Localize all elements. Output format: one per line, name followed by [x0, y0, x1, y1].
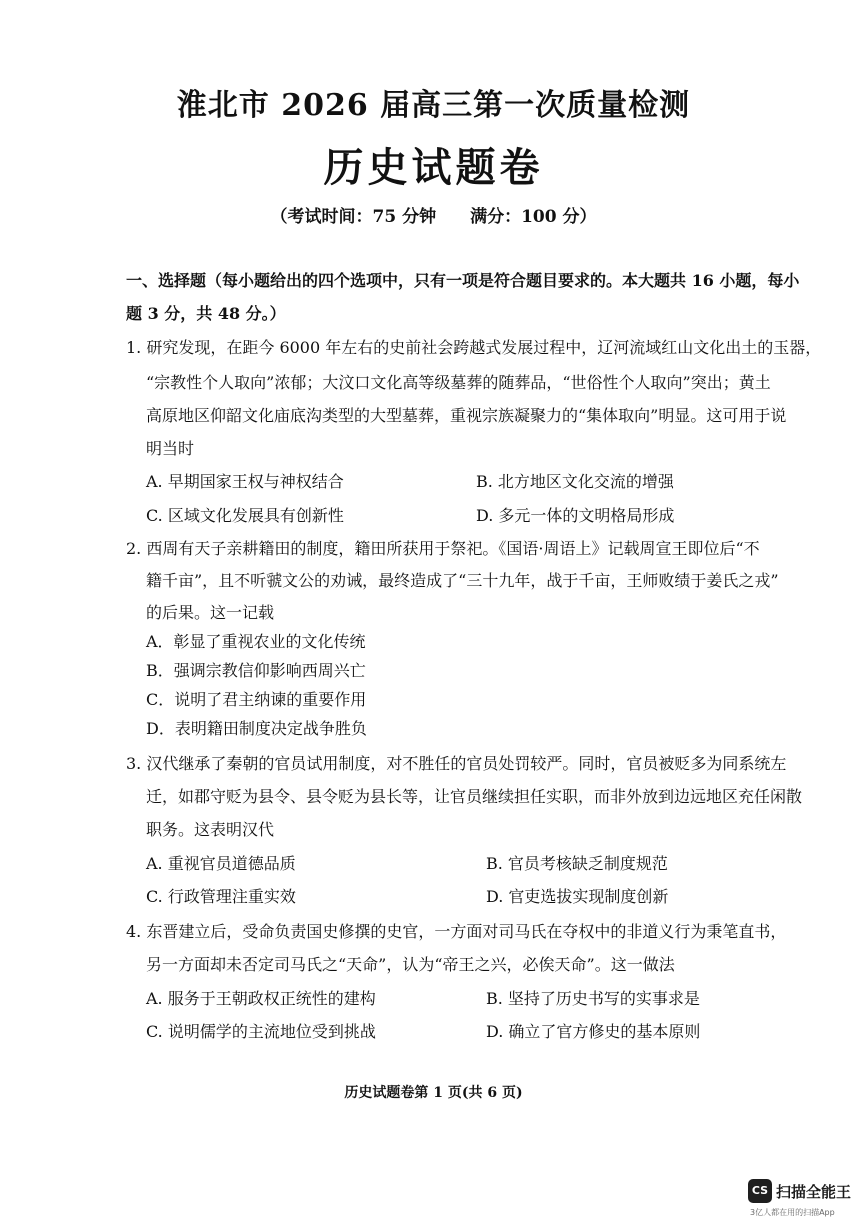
q2-option-c: C．说明了君主纳谏的重要作用 [146, 690, 367, 709]
q2-stem-line-1: 2. 西周有天子亲耕籍田的制度，籍田所获用于祭祀。《国语·周语上》记载周宣王即位后“不 [126, 539, 760, 558]
camscanner-logo-icon: CS [748, 1179, 772, 1203]
q1-option-d: D. 多元一体的文明格局形成 [476, 506, 675, 525]
q3-option-a: A. 重视官员道德品质 [146, 854, 296, 873]
section-instruction-line-1: 一、选择题（每小题给出的四个选项中，只有一项是符合题目要求的。本大题共 16 小题，每小 [126, 271, 800, 290]
q4-option-c: C. 说明儒学的主流地位受到挑战 [146, 1022, 376, 1041]
q3-option-c: C. 行政管理注重实效 [146, 887, 296, 906]
q3-option-b: B. 官员考核缺乏制度规范 [486, 854, 668, 873]
q1-stem-line-3: 高原地区仰韶文化庙底沟类型的大型墓葬，重视宗族凝聚力的“集体取向”明显。这可用于说 [146, 406, 787, 425]
exam-info: （考试时间：75 分钟 满分：100 分） [270, 207, 597, 227]
q2-option-d: D．表明籍田制度决定战争胜负 [146, 719, 367, 738]
q4-stem-line-2: 另一方面却未否定司马氏之“天命”，认为“帝王之兴，必俟天命”。这一做法 [146, 955, 675, 974]
section-instruction-line-2: 题 3 分，共 48 分。） [126, 304, 286, 323]
q4-option-b: B. 坚持了历史书写的实事求是 [486, 989, 700, 1008]
q1-stem-line-2: “宗教性个人取向”浓郁；大汶口文化高等级墓葬的随葬品，“世俗性个人取向”突出；黄土 [146, 373, 771, 392]
q2-stem-line-2: 籍千亩”，且不听虢文公的劝诫，最终造成了“三十九年，战于千亩，王师败绩于姜氏之戎” [146, 571, 779, 590]
q1-stem-line-4: 明当时 [146, 439, 195, 458]
q2-option-b: B．强调宗教信仰影响西周兴亡 [146, 661, 366, 680]
q2-stem-line-3: 的后果。这一记载 [146, 603, 275, 622]
exam-subtitle: 历史试题卷 [323, 144, 544, 191]
watermark-slogan: 3亿人都在用的扫描App [750, 1208, 835, 1217]
q1-option-a: A. 早期国家王权与神权结合 [146, 472, 344, 491]
page-footer: 历史试题卷第 1 页(共 6 页) [344, 1085, 523, 1101]
q4-option-a: A. 服务于王朝政权正统性的建构 [146, 989, 376, 1008]
q1-option-c: C. 区域文化发展具有创新性 [146, 506, 344, 525]
q4-option-d: D. 确立了官方修史的基本原则 [486, 1022, 701, 1041]
q3-stem-line-3: 职务。这表明汉代 [146, 820, 275, 839]
q1-option-b: B. 北方地区文化交流的增强 [476, 472, 674, 491]
q1-stem-line-1: 1. 研究发现，在距今 6000 年左右的史前社会跨越式发展过程中，辽河流域红山文化出土的玉器， [126, 338, 822, 357]
watermark-brand: 扫描全能王 [776, 1183, 852, 1201]
q3-stem-line-1: 3. 汉代继承了秦朝的官员试用制度，对不胜任的官员处罚较严。同时，官员被贬多为同系统左 [126, 754, 787, 773]
q2-option-a: A．彰显了重视农业的文化传统 [146, 632, 366, 651]
exam-title: 淮北市 2026 届高三第一次质量检测 [176, 88, 691, 123]
q4-stem-line-1: 4. 东晋建立后，受命负责国史修撰的史官，一方面对司马氏在夺权中的非道义行为秉笔直书， [126, 922, 787, 941]
q3-stem-line-2: 迁，如郡守贬为县令、县令贬为县长等，让官员继续担任实职，而非外放到边远地区充任闲散 [146, 787, 803, 806]
scanner-watermark [748, 1179, 858, 1219]
q3-option-d: D. 官吏选拔实现制度创新 [486, 887, 669, 906]
